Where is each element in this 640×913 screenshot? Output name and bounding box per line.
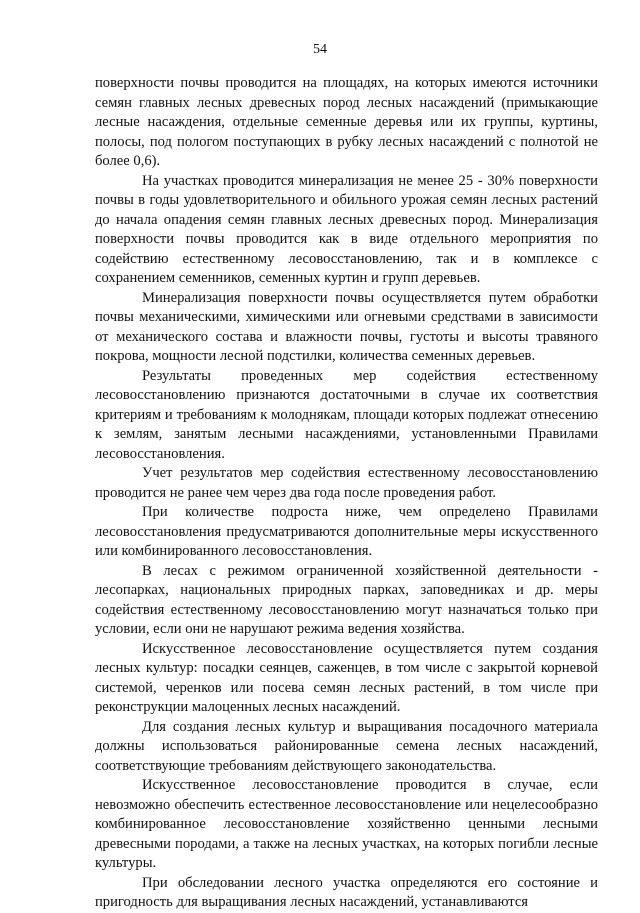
paragraph-truncated: При обследовании лесного участка определяются его состояние и пригодность для выращивания лесных насаждений, устанавливаются bbox=[95, 874, 598, 910]
paragraph: Искусственное лесовосстановление проводится в случае, если невозможно обеспечить естественное лесовосстановление или нецелесообразно комбинированное лесовосстановление хозяйственно ценными лесными древесными породами, а также на лесных участках, на которых погибли лесные культуры. bbox=[95, 777, 598, 871]
paragraph: Минерализация поверхности почвы осуществляется путем обработки почвы механическими, химическими или огневыми средствами в зависимости от механического состава и влажности почвы, густоты и высоты травяного покрова, мощности лесной подстилки, количества семенных деревьев. bbox=[95, 289, 598, 364]
paragraph: При количестве подроста ниже, чем определено Правилами лесовосстановления предусматриваются дополнительные меры искусственного или комбинированного лесовосстановления. bbox=[95, 504, 598, 559]
paragraph: Для создания лесных культур и выращивания посадочного материала должны использоваться районированные семена лесных насаждений, соответствующие требованиям действующего законодательства. bbox=[95, 718, 598, 774]
paragraph: На участках проводится минерализация не менее 25 - 30% поверхности почвы в годы удовлетворительного и обильного урожая семян лесных растений до начала опадения семян главных лесных древесных пород. Минерализация поверхности почвы проводится как в виде отдельного мероприятия по содействию естественному лесовосстановлению, так и в комплексе с сохранением семенников, семенных куртин и групп деревьев. bbox=[95, 172, 598, 286]
paragraph: В лесах с режимом ограниченной хозяйственной деятельности - лесопарках, национальных природных парках, заповедниках и др. меры содействия естественному лесовосстановлению могут назначаться только при условии, если они не нарушают режима ведения хозяйства. bbox=[95, 562, 598, 637]
paragraph-continuation: поверхности почвы проводится на площадях, на которых имеются источники семян главных лесных древесных пород лесных насаждений (примыкающие лесные насаждения, отдельные семенные деревья или их группы, куртины, полосы, под пологом поступающих в рубку лесных насаждений с полнотой не более 0,6). bbox=[95, 75, 598, 169]
paragraph: Учет результатов мер содействия естественному лесовосстановлению проводится не ранее чем через два года после проведения работ. bbox=[95, 465, 598, 501]
paragraph: Результаты проведенных мер содействия естественному лесовосстановлению признаются достаточными в случае их соответствия критериям и требованиям к молоднякам, площади которых подлежат отнесению к землям, занятым лесными насаждениями, установленными Правилами лесовосстановления. bbox=[95, 367, 598, 462]
page-number: 54 bbox=[313, 42, 327, 57]
document-body bbox=[95, 74, 598, 913]
paragraph: Искусственное лесовосстановление осуществляется путем создания лесных культур: посадки сеянцев, саженцев, в том числе с закрытой корневой системой, черенков или посева семян лесных растений, в том числе при реконструкции малоценных лесных насаждений. bbox=[95, 640, 598, 715]
